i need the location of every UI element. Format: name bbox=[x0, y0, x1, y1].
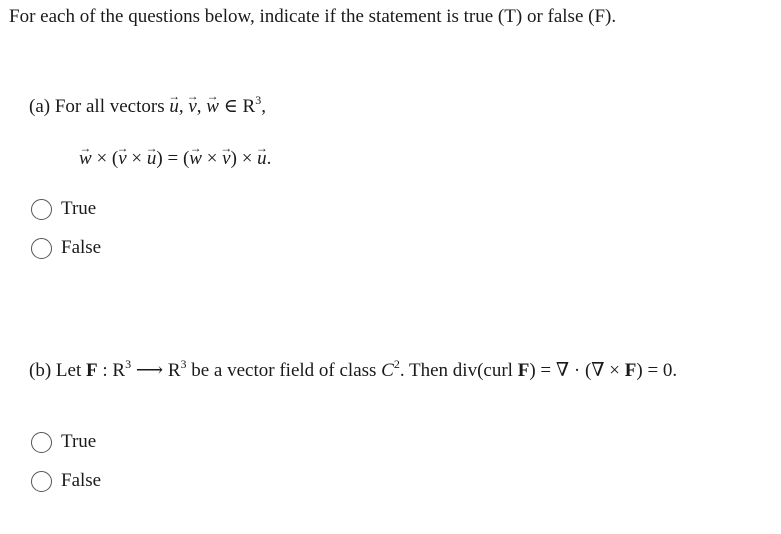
cross-symbol: × bbox=[241, 148, 253, 169]
question-b-prompt bbox=[29, 357, 678, 382]
vector-u: → u bbox=[169, 96, 179, 118]
eq-vector-w: → w bbox=[189, 148, 202, 170]
paren-open: ( bbox=[182, 148, 190, 169]
option-label: False bbox=[61, 237, 102, 258]
vector-w: → w bbox=[206, 96, 219, 118]
radio-button[interactable] bbox=[31, 471, 52, 492]
cross-symbol: × bbox=[206, 148, 218, 169]
eq-vector-u: → u bbox=[147, 148, 157, 170]
question-b-option-true[interactable] bbox=[31, 431, 96, 453]
radio-button[interactable] bbox=[31, 238, 52, 259]
question-a-option-true[interactable] bbox=[31, 198, 96, 220]
question-b-lead: (b) Let bbox=[29, 360, 82, 381]
field-f: F bbox=[624, 360, 637, 381]
cross-symbol: × bbox=[131, 148, 143, 169]
codomain-r3: $R^3$ bbox=[167, 357, 187, 381]
question-a-lead: (a) For all vectors bbox=[29, 96, 165, 117]
class-c2: $C^2$ bbox=[381, 357, 400, 381]
eq-vector-u: → u bbox=[257, 148, 267, 170]
question-b-option-false[interactable] bbox=[31, 470, 101, 492]
paren-close: ) bbox=[230, 148, 237, 169]
radio-button[interactable] bbox=[31, 199, 52, 220]
option-label: True bbox=[61, 431, 97, 452]
eq-vector-v: → v bbox=[222, 148, 230, 170]
question-a-prompt: (a) For all vectors → u, → v, → w ∈ $R^3$, bbox=[29, 96, 266, 118]
question-b-then-text: . Then div(curl bbox=[399, 360, 513, 381]
element-of-symbol: ∈ bbox=[223, 96, 238, 117]
question-b-identity-text: ) = ∇ · (∇ × bbox=[529, 360, 621, 381]
eq-vector-w: → w bbox=[79, 148, 92, 170]
eq-vector-v: → v bbox=[118, 148, 126, 170]
question-a-equation: → w × (→ v × → u) = (→ w × → v) × → u. bbox=[79, 148, 271, 170]
colon-symbol: : bbox=[102, 360, 108, 381]
maps-to-arrow: ⟶ bbox=[135, 360, 164, 381]
paren-open: ( bbox=[111, 148, 119, 169]
question-b-middle-text: be a vector field of class bbox=[191, 360, 377, 381]
option-label: True bbox=[61, 198, 97, 219]
equals-symbol: = bbox=[167, 148, 179, 169]
cross-symbol: × bbox=[96, 148, 108, 169]
option-label: False bbox=[61, 470, 102, 491]
radio-button[interactable] bbox=[31, 432, 52, 453]
field-f: F bbox=[85, 360, 98, 381]
field-f: F bbox=[517, 360, 530, 381]
question-b-end-text: ) = 0. bbox=[636, 360, 678, 381]
domain-r3: $R^3$ bbox=[112, 357, 132, 381]
vector-v: → v bbox=[188, 96, 196, 118]
paren-close: ) bbox=[156, 148, 163, 169]
set-r3: $R^3$ bbox=[242, 93, 262, 117]
question-a-option-false[interactable] bbox=[31, 237, 101, 259]
instructions-text: For each of the questions below, indicate if the statement is true (T) or false (F). bbox=[9, 6, 617, 27]
